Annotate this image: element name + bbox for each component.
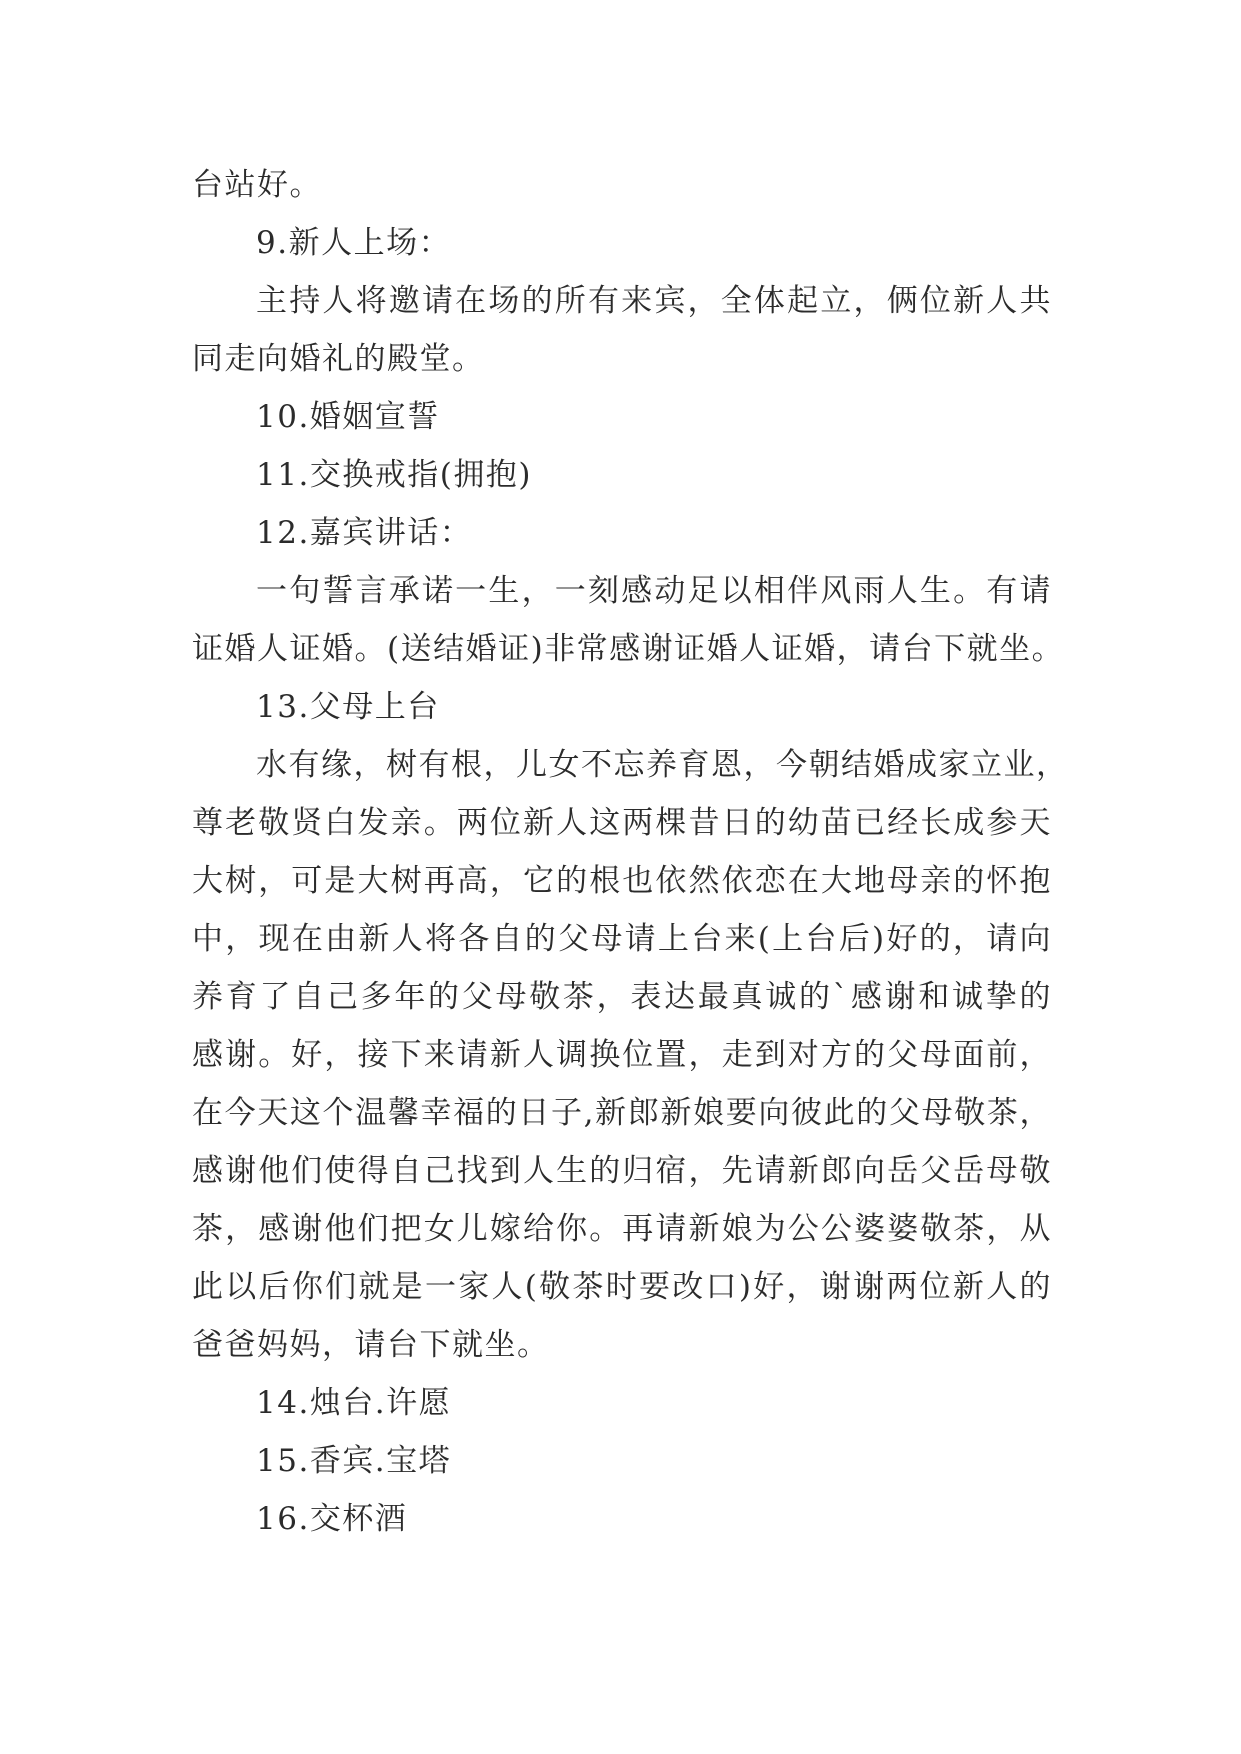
paragraph [192,678,1052,736]
text-line: 水有缘，树有根，儿女不忘养育恩，今朝结婚成家立业， [256,747,1069,783]
paragraph [192,446,1052,504]
paragraph [192,214,1052,272]
text-line: 感谢他们使得自己找到人生的归宿，先请新郎向岳父岳母敬 [192,1153,1052,1189]
text-line: 10.婚姻宣誓 [256,399,440,435]
document-body [192,156,1069,1548]
paragraph [192,388,1052,446]
text-line: 尊老敬贤白发亲。两位新人这两棵昔日的幼苗已经长成参天 [192,805,1052,841]
paragraph [192,1374,1052,1432]
text-line: 中，现在由新人将各自的父母请上台来(上台后)好的，请向 [192,921,1052,957]
paragraph [192,1490,1052,1548]
text-line: 大树，可是大树再高，它的根也依然依恋在大地母亲的怀抱 [192,863,1052,899]
text-line: 13.父母上台 [256,689,440,725]
text-line: 茶，感谢他们把女儿嫁给你。再请新娘为公公婆婆敬茶，从 [192,1211,1052,1247]
text-line: 爸爸妈妈，请台下就坐。 [192,1327,550,1363]
text-line: 证婚人证婚。(送结婚证)非常感谢证婚人证婚，请台下就坐。 [192,631,1065,667]
text-line: 在今天这个温馨幸福的日子,新郎新娘要向彼此的父母敬茶， [192,1095,1052,1131]
text-line: 养育了自己多年的父母敬茶，表达最真诚的`感谢和诚挚的 [192,979,1052,1015]
paragraph [192,272,1052,388]
text-line: 16.交杯酒 [256,1501,408,1537]
text-line: 此以后你们就是一家人(敬茶时要改口)好，谢谢两位新人的 [192,1269,1052,1305]
paragraph [192,736,1069,1374]
paragraph [192,504,1052,562]
text-line: 主持人将邀请在场的所有来宾，全体起立，俩位新人共 [256,283,1052,319]
text-line: 感谢。好，接下来请新人调换位置，走到对方的父母面前， [192,1037,1052,1073]
text-line: 14.烛台.许愿 [256,1385,452,1421]
paragraph [192,562,1065,678]
text-line: 9.新人上场： [256,225,452,261]
paragraph [192,156,1052,214]
text-line: 台站好。 [192,167,322,203]
text-line: 15.香宾.宝塔 [256,1443,452,1479]
text-line: 同走向婚礼的殿堂。 [192,341,485,377]
text-line: 一句誓言承诺一生，一刻感动足以相伴风雨人生。有请 [256,573,1052,609]
text-line: 11.交换戒指(拥抱) [256,457,532,493]
text-line: 12.嘉宾讲话： [256,515,473,551]
paragraph [192,1432,1052,1490]
